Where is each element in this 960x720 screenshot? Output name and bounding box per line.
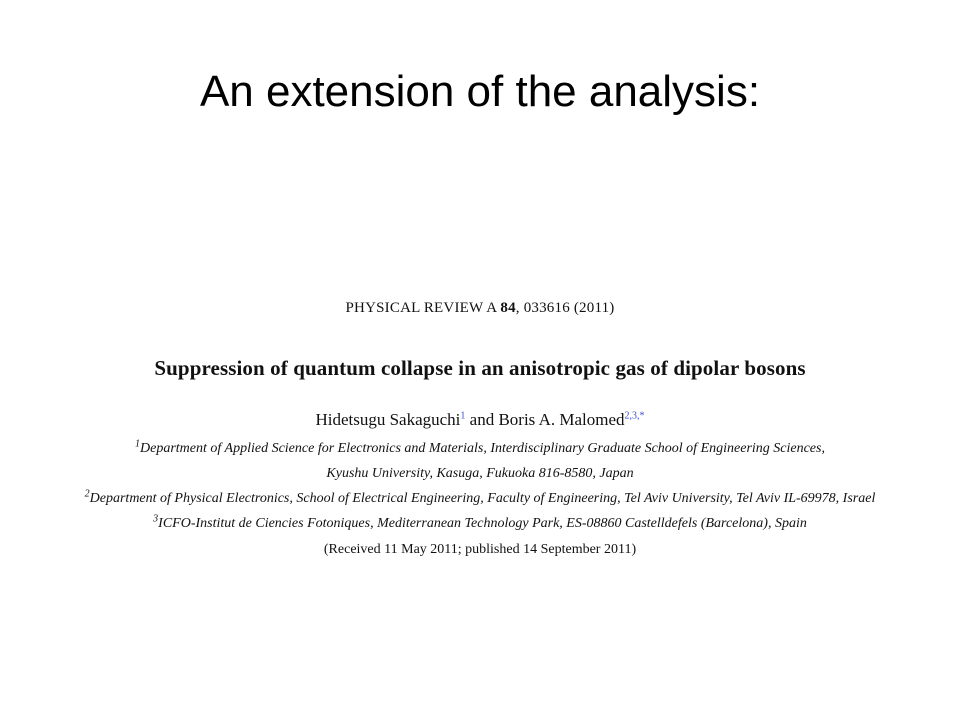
affil-1-line-2: Kyushu University, Kasuga, Fukuoka 816-8580, Japan xyxy=(326,466,634,481)
author-line xyxy=(0,410,960,430)
author-affil-mark-2[interactable]: 2,3,* xyxy=(624,410,645,422)
author-name-1: Hidetsugu Sakaguchi xyxy=(315,410,461,429)
author-joiner: and xyxy=(465,410,499,429)
slide-title: An extension of the analysis: xyxy=(199,67,761,116)
affil-3-line-1: ICFO-Institut de Ciencies Fotoniques, Mediterranean Technology Park, ES-08860 Castelldefels (Barcelona), Spain xyxy=(158,516,807,531)
paper-title: Suppression of quantum collapse in an anisotropic gas of dipolar bosons xyxy=(154,356,806,380)
affil-mark-1: 1 xyxy=(135,438,141,450)
affil-1-line-1: Department of Applied Science for Electronics and Materials, Interdisciplinary Graduate School of Engineering Sciences, xyxy=(140,441,825,456)
affiliation-2 xyxy=(0,488,960,507)
affiliation-1-cont xyxy=(0,466,960,482)
author-name-2: Boris A. Malomed xyxy=(498,410,625,429)
affil-2-line-1: Department of Physical Electronics, School of Electrical Engineering, Faculty of Engineering, Tel Aviv University, Tel Aviv IL-69978, Israel xyxy=(89,491,876,506)
journal-name: PHYSICAL REVIEW A xyxy=(345,300,497,316)
affil-mark-3: 3 xyxy=(153,513,159,525)
affiliation-3 xyxy=(0,513,960,532)
journal-volume: 84 xyxy=(500,300,516,316)
journal-citation xyxy=(0,300,960,317)
affiliation-1 xyxy=(0,438,960,457)
received-dates: (Received 11 May 2011; published 14 September 2011) xyxy=(323,542,637,557)
author-affil-mark-1[interactable]: 1 xyxy=(460,410,466,422)
affil-mark-2: 2 xyxy=(84,488,90,500)
journal-citation-rest: , 033616 (2011) xyxy=(515,300,615,316)
